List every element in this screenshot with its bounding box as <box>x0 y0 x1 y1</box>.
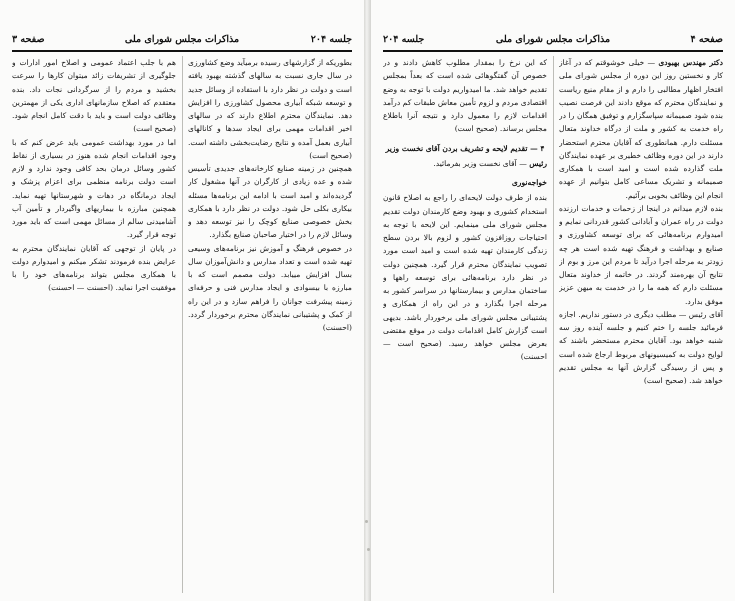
speaker-name: دکتر مهندس بهبودی <box>658 58 723 67</box>
right-page-session-label: جلسه ۲۰۴ <box>383 34 425 45</box>
book-gutter <box>364 0 371 601</box>
paragraph: بطوریکه از گزارشهای رسیده برمیآید وضع کشاورزی در سال جاری نسبت به سالهای گذشته بهبود یافته است و دولت در نظر دارد با استفاده از وسائل جدید و توسعه شبکه آبیاری محصول کشاورزی را افزایش دهد. نمایندگان محترم اطلاع دارند که در سالهای اخیر اقدامات مهمی برای ایجاد سدها و کانالهای آبیاری بعمل آمده و نتایج رضایت‌بخشی داشته است. (صحیح است) <box>188 58 352 160</box>
paragraph: همچنین در زمینه صنایع کارخانه‌های جدیدی تأسیس شده و عده زیادی از کارگران در آنها مشغول کار گردیده‌اند و امید است با ادامه این برنامه‌ها مسئله بیکاری بکلی حل شود. دولت در نظر دارد با همکاری بخش خصوصی صنایع کوچک را نیز توسعه دهد و وسائل لازم را در اختیار صاحبان صنایع بگذارد. <box>188 164 352 240</box>
right-page-left-column <box>383 56 547 593</box>
left-page-columns <box>12 56 352 593</box>
speech-text: خیلی خوشوقتم که در آغاز کار و نخستین روز این دوره از مجلس شورای ملی افتخار اظهار مطالبی را دارم و از مقام منیع ریاست و نمایندگان محترم که موقع دادند این فرصت نصیب بنده شود صمیمانه سپاسگزارم و توفیق همگان را در راه خدمت به کشور و ملت از درگاه خداوند متعال مسئلت دارم. همانطوری که آقایان محترم استحضار دارند در این دوره وظائف خطیری بر عهده نمایندگان ملت گذارده شده است و امید است با همکاری صمیمانه و تشریک مساعی کامل بتوانیم از عهده انجام این وظائف بخوبی برآئیم. <box>559 58 723 200</box>
column-divider <box>553 56 554 593</box>
speaker-heading: خواجه‌نوری <box>511 178 547 187</box>
scan-speck <box>367 548 370 551</box>
paragraph: بنده از طرف دولت لایحه‌ای را راجع به اصلاح قانون استخدام کشوری و بهبود وضع کارمندان دولت تقدیم مجلس شورای ملی مینمایم. این لایحه با توجه به احتیاجات روزافزون کشور و لزوم بالا بردن سطح زندگی کارمندان تهیه شده است و امید است مورد تصویب نمایندگان محترم قرار گیرد. همچنین دولت در نظر دارد برنامه‌هائی برای توسعه راهها و ساختمان مدارس و بیمارستانها در سراسر کشور به مرحله اجرا بگذارد و در این راه از همکاری و پشتیبانی مجلس شورای ملی برخوردار باشد. بدیهی است گزارش کامل اقدامات دولت در موقع مقتضی بعرض مجلس خواهد رسید. (صحیح است — احسنت) <box>383 193 547 362</box>
section-title: ۴ — تقدیم لایحه و تشریف بردن آقای نخست وزیر <box>385 143 545 153</box>
right-page-title: مذاکرات مجلس شورای ملی <box>495 34 611 45</box>
left-page-right-column <box>188 56 352 593</box>
paragraph: آقای رئیس — مطلب دیگری در دستور نداریم. اجازه فرمائید جلسه را ختم کنیم و جلسه آینده روز سه شنبه خواهد بود. آقایان محترم مستحضر باشند که لوایح دولت به کمیسیونهای مربوط ارجاع شده است و پس از رسیدگی گزارش آنها به مجلس تقدیم خواهد شد. (صحیح است) <box>559 309 723 385</box>
paragraph: رئیس — آقای نخست وزیر بفرمائید. <box>433 158 547 168</box>
paragraph: بنده لازم میدانم در اینجا از زحمات و خدمات ارزنده دولت در راه عمران و آبادانی کشور قدردانی نمایم و امیدوارم برنامه‌هائی که برای توسعه کشاورزی و صنایع و بهداشت و فرهنگ تهیه شده است هر چه زودتر به مرحله اجرا درآید تا مردم این مرز و بوم از نتایج آن بهره‌مند گردند. در خاتمه از خداوند متعال مسئلت دارم که همه ما را در خدمت به میهن عزیز موفق بدارد. <box>559 203 723 306</box>
left-page-header-rule <box>12 50 352 52</box>
right-page-number: صفحه ۴ <box>690 34 723 45</box>
paragraph: هم با جلب اعتماد عمومی و اصلاح امور ادارات و جلوگیری از تشریفات زائد میتوان کارها را سرعت بخشید و مردم را از سرگردانی نجات داد. بنده معتقدم که اصلاح سازمانهای اداری یکی از مهمترین وظائف دولت است و باید با دقت کامل انجام شود. (صحیح است) <box>12 58 176 134</box>
paragraph: که این نرخ را بمقدار مطلوب کاهش دادند و در خصوص آن گفتگوهائی شده است که بعداً بمجلس تقدیم خواهد شد. ما امیدواریم دولت با توجه به وضع اقتصادی مردم و لزوم تأمین معاش طبقات کم درآمد اقدامات لازم را معمول دارد و نتیجه آنرا باطلاع مجلس برساند. (صحیح است) <box>383 58 547 134</box>
right-page-columns <box>383 56 723 593</box>
right-page-header-rule <box>383 50 723 52</box>
speaker-name: رئیس <box>529 158 547 168</box>
right-page-right-column <box>559 56 723 593</box>
left-page-session-label: جلسه ۲۰۴ <box>310 34 352 45</box>
paragraph: در پایان از توجهی که آقایان نمایندگان محترم به عرایض بنده فرمودند تشکر میکنم و امیدوارم دولت با همکاری مجلس بتواند برنامه‌های خود را با موفقیت اجرا نماید. (احسنت — احسنت) <box>12 243 176 293</box>
column-divider <box>182 56 183 593</box>
right-page <box>371 0 735 601</box>
scan-speck <box>365 520 368 523</box>
paragraph: در خصوص فرهنگ و آموزش نیز برنامه‌های وسیعی تهیه شده است و تعداد مدارس و دانش‌آموزان سال بسال افزایش مییابد. دولت مصمم است که با مبارزه با بیسوادی و ایجاد مدارس فنی و حرفه‌ای زمینه پیشرفت جوانان را فراهم سازد و در این راه از کمک و پشتیبانی نمایندگان محترم برخوردار گردد. (احسنت) <box>188 243 352 332</box>
speech-text: آقای نخست وزیر بفرمائید. <box>433 158 517 168</box>
left-page-title: مذاکرات مجلس شورای ملی <box>124 34 240 45</box>
paragraph: اما در مورد بهداشت عمومی باید عرض کنم که با وجود اقدامات انجام شده هنوز در بسیاری از نقاط کشور وسائل درمان بحد کافی وجود ندارد و لازم است دولت برنامه منظمی برای اعزام پزشک و ایجاد درمانگاه در دهات و شهرستانها تهیه نماید. همچنین مبارزه با بیماریهای واگیردار و تأمین آب آشامیدنی سالم از مسائل مهمی است که باید مورد توجه قرار گیرد. <box>12 137 176 240</box>
left-page-left-column <box>12 56 176 593</box>
left-page <box>0 0 364 601</box>
left-page-header <box>12 34 352 48</box>
left-page-number: صفحه ۳ <box>12 34 45 45</box>
right-page-header <box>383 34 723 48</box>
paragraph: دکتر مهندس بهبودی — خیلی خوشوقتم که در آغاز کار و نخستین روز این دوره از مجلس شورای ملی افتخار اظهار مطالبی را دارم و از مقام منیع ریاست و نمایندگان محترم که موقع دادند این فرصت نصیب بنده شود صمیمانه سپاسگزارم و توفیق همگان را در راه خدمت به کشور و ملت از درگاه خداوند متعال مسئلت دارم. همانطوری که آقایان محترم استحضار دارند در این دوره وظائف خطیری بر عهده نمایندگان ملت گذارده شده است و امید است با همکاری صمیمانه و تشریک مساعی کامل بتوانیم از عهده انجام این وظائف بخوبی برآئیم. <box>559 58 723 200</box>
